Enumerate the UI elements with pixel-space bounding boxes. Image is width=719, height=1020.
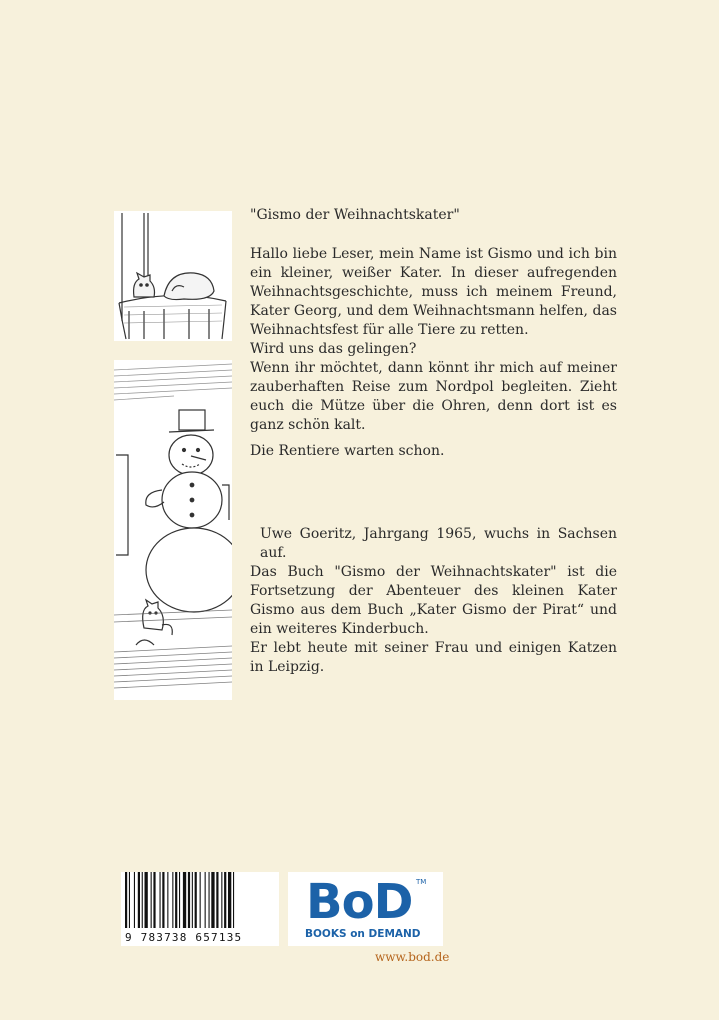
barcode-bar [129, 872, 130, 928]
barcode-bar [183, 872, 186, 928]
barcode-bar [125, 872, 127, 928]
barcode-bar [142, 872, 143, 928]
sleeping-cat-illustration [114, 211, 232, 341]
barcode-bar [153, 872, 155, 928]
bod-logo: BoD [306, 874, 413, 930]
barcode-bar [221, 872, 222, 928]
barcode-bar [167, 872, 168, 928]
blurb-question: Wird uns das gelingen? [250, 341, 417, 357]
publisher-logo-box [288, 872, 443, 946]
blurb-paragraph: Wenn ihr möchtet, dann könnt ihr mich auf meiner zauberhaften Reise zum Nordpol begleiten. Zieht euch die Mütze über die Ohren, denn dort ist es ganz schön kalt. [250, 360, 617, 433]
barcode-bar [228, 872, 231, 928]
barcode-bar [151, 872, 152, 928]
barcode-bar [175, 872, 177, 928]
bio-paragraph: Uwe Goeritz, Jahrgang 1965, wuchs in Sachsen auf. [260, 526, 617, 561]
barcode-bar [160, 872, 161, 928]
trademark-mark: TM [416, 878, 427, 886]
book-title: "Gismo der Weihnachtskater" [250, 207, 460, 223]
barcode-bar [172, 872, 173, 928]
barcode-bar [233, 872, 234, 928]
barcode-bar [224, 872, 226, 928]
barcode-bar [205, 872, 206, 928]
barcode-bar [195, 872, 197, 928]
barcode-bar [211, 872, 214, 928]
publisher-tagline: BOOKS on DEMAND [305, 928, 421, 940]
barcode-bar [162, 872, 164, 928]
barcode-bar [200, 872, 201, 928]
barcode-bar [145, 872, 148, 928]
blurb [250, 245, 617, 435]
sleeping-cat-drawing [114, 211, 232, 341]
barcode-bar [209, 872, 210, 928]
publisher-url[interactable]: www.bod.de [375, 950, 450, 964]
blurb-paragraph: Hallo liebe Leser, mein Name ist Gismo und ich bin ein kleiner, weißer Kater. In dieser aufregenden Weihnachtsgeschichte, muss ich meinem Freund, Kater Georg, und dem Weihnachtsmann helfen, das Weihnachtsfest für alle Tiere zu retten. [250, 246, 617, 338]
barcode-bar [134, 872, 135, 928]
bio-paragraph: Das Buch "Gismo der Weihnachtskater" ist die Fortsetzung der Abenteuer des kleinen Kater Gismo aus dem Buch „Kater Gismo der Pirat“ und ein weiteres Kinderbuch. [250, 564, 617, 637]
barcode-bars [121, 872, 279, 930]
blurb-closing: Die Rentiere warten schon. [250, 443, 445, 459]
barcode-bar [192, 872, 193, 928]
snowman-drawing [114, 360, 232, 700]
snowman-illustration [114, 360, 232, 700]
bio-paragraph: Er lebt heute mit seiner Frau und einigen Katzen in Leipzig. [250, 640, 617, 675]
barcode-bar [216, 872, 218, 928]
isbn-number: 9 783738 657135 [125, 931, 243, 944]
barcode-bar [179, 872, 180, 928]
barcode-bar [188, 872, 190, 928]
author-bio [250, 525, 617, 677]
barcode-bar [138, 872, 140, 928]
